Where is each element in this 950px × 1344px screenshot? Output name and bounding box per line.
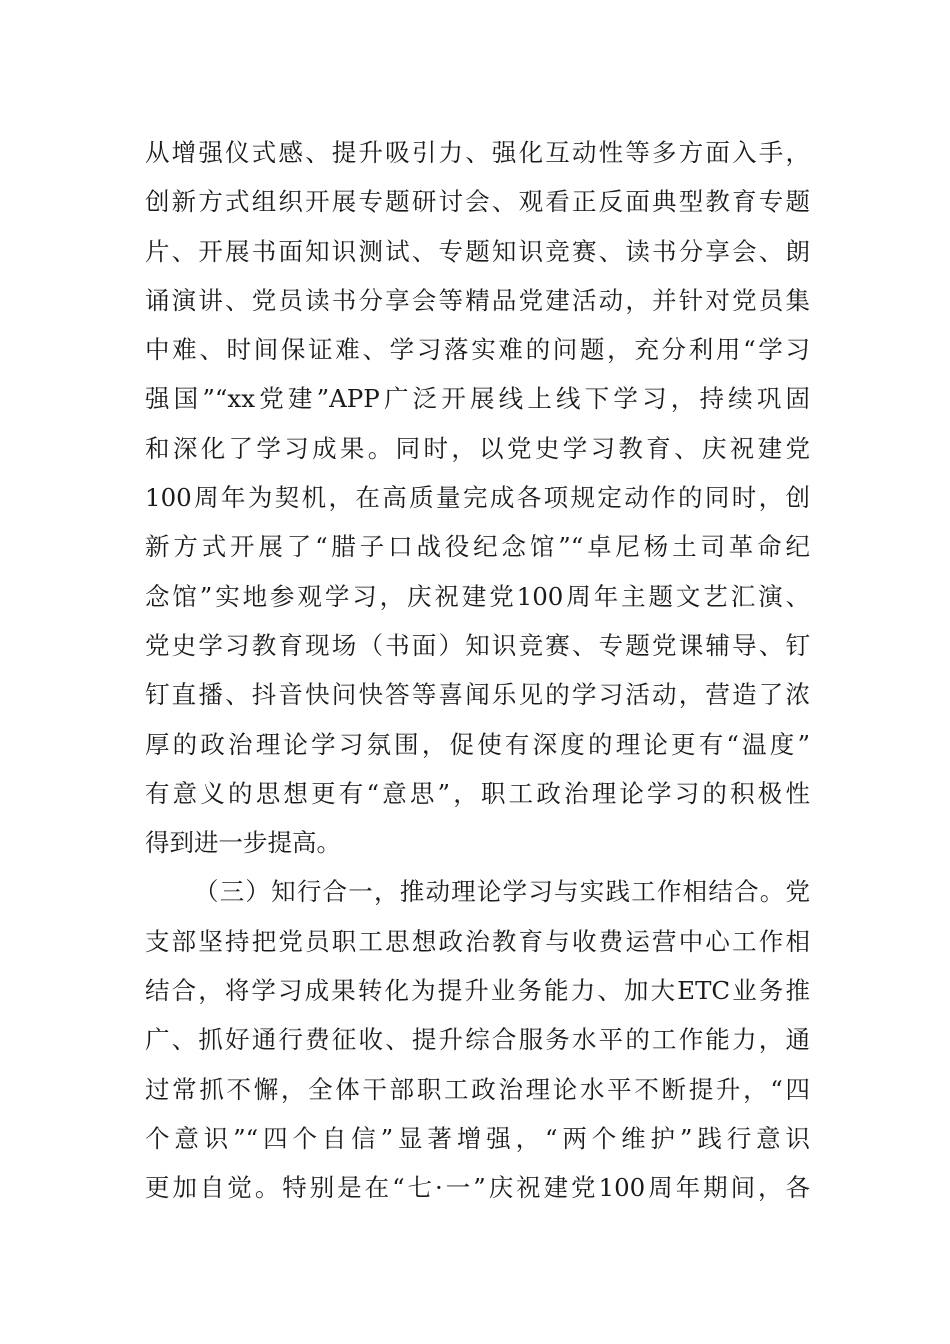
text-line: 和深化了学习成果。同时，以党史学习教育、庆祝建党: [145, 433, 810, 463]
text-line: 念馆”实地参观学习，庆祝建党100周年主题文艺汇演、: [145, 581, 810, 611]
text-line: 新方式开展了“腊子口战役纪念馆”“卓尼杨土司革命纪: [145, 532, 810, 562]
text-line: 更加自觉。特别是在“七·一”庆祝建党100周年期间，各: [145, 1173, 810, 1203]
text-line: 广、抓好通行费征收、提升综合服务水平的工作能力，通: [145, 1025, 810, 1055]
text-line: 过常抓不懈，全体干部职工政治理论水平不断提升，“四: [145, 1074, 810, 1104]
section-heading-line: （三）知行合一，推动理论学习与实践工作相结合。党: [194, 877, 810, 907]
text-line: 结合，将学习成果转化为提升业务能力、加大ETC业务推: [145, 976, 810, 1006]
text-line: 100周年为契机，在高质量完成各项规定动作的同时，创: [145, 483, 810, 513]
text-line: 个意识”“四个自信”显著增强，“两个维护”践行意识: [145, 1123, 810, 1153]
text-line: 有意义的思想更有“意思”，职工政治理论学习的积极性: [145, 778, 810, 808]
text-line: 支部坚持把党员职工思想政治教育与收费运营中心工作相: [145, 926, 810, 956]
text-line: 强国”“xx党建”APP广泛开展线上线下学习，持续巩固: [145, 384, 810, 414]
text-line: 创新方式组织开展专题研讨会、观看正反面典型教育专题: [145, 187, 810, 217]
text-line: 片、开展书面知识测试、专题知识竞赛、读书分享会、朗: [145, 236, 810, 266]
text-line: 党史学习教育现场（书面）知识竞赛、专题党课辅导、钉: [145, 630, 810, 660]
text-line: 中难、时间保证难、学习落实难的问题，充分利用“学习: [145, 335, 810, 365]
text-line: 钉直播、抖音快问快答等喜闻乐见的学习活动，营造了浓: [145, 680, 810, 710]
text-line: 得到进一步提高。: [145, 828, 341, 858]
body-text: [145, 128, 810, 1213]
text-line: 从增强仪式感、提升吸引力、强化互动性等多方面入手，: [145, 138, 810, 167]
text-line: 厚的政治理论学习氛围，促使有深度的理论更有“温度”: [145, 729, 810, 759]
text-line: 诵演讲、党员读书分享会等精品党建活动，并针对党员集: [145, 285, 810, 315]
